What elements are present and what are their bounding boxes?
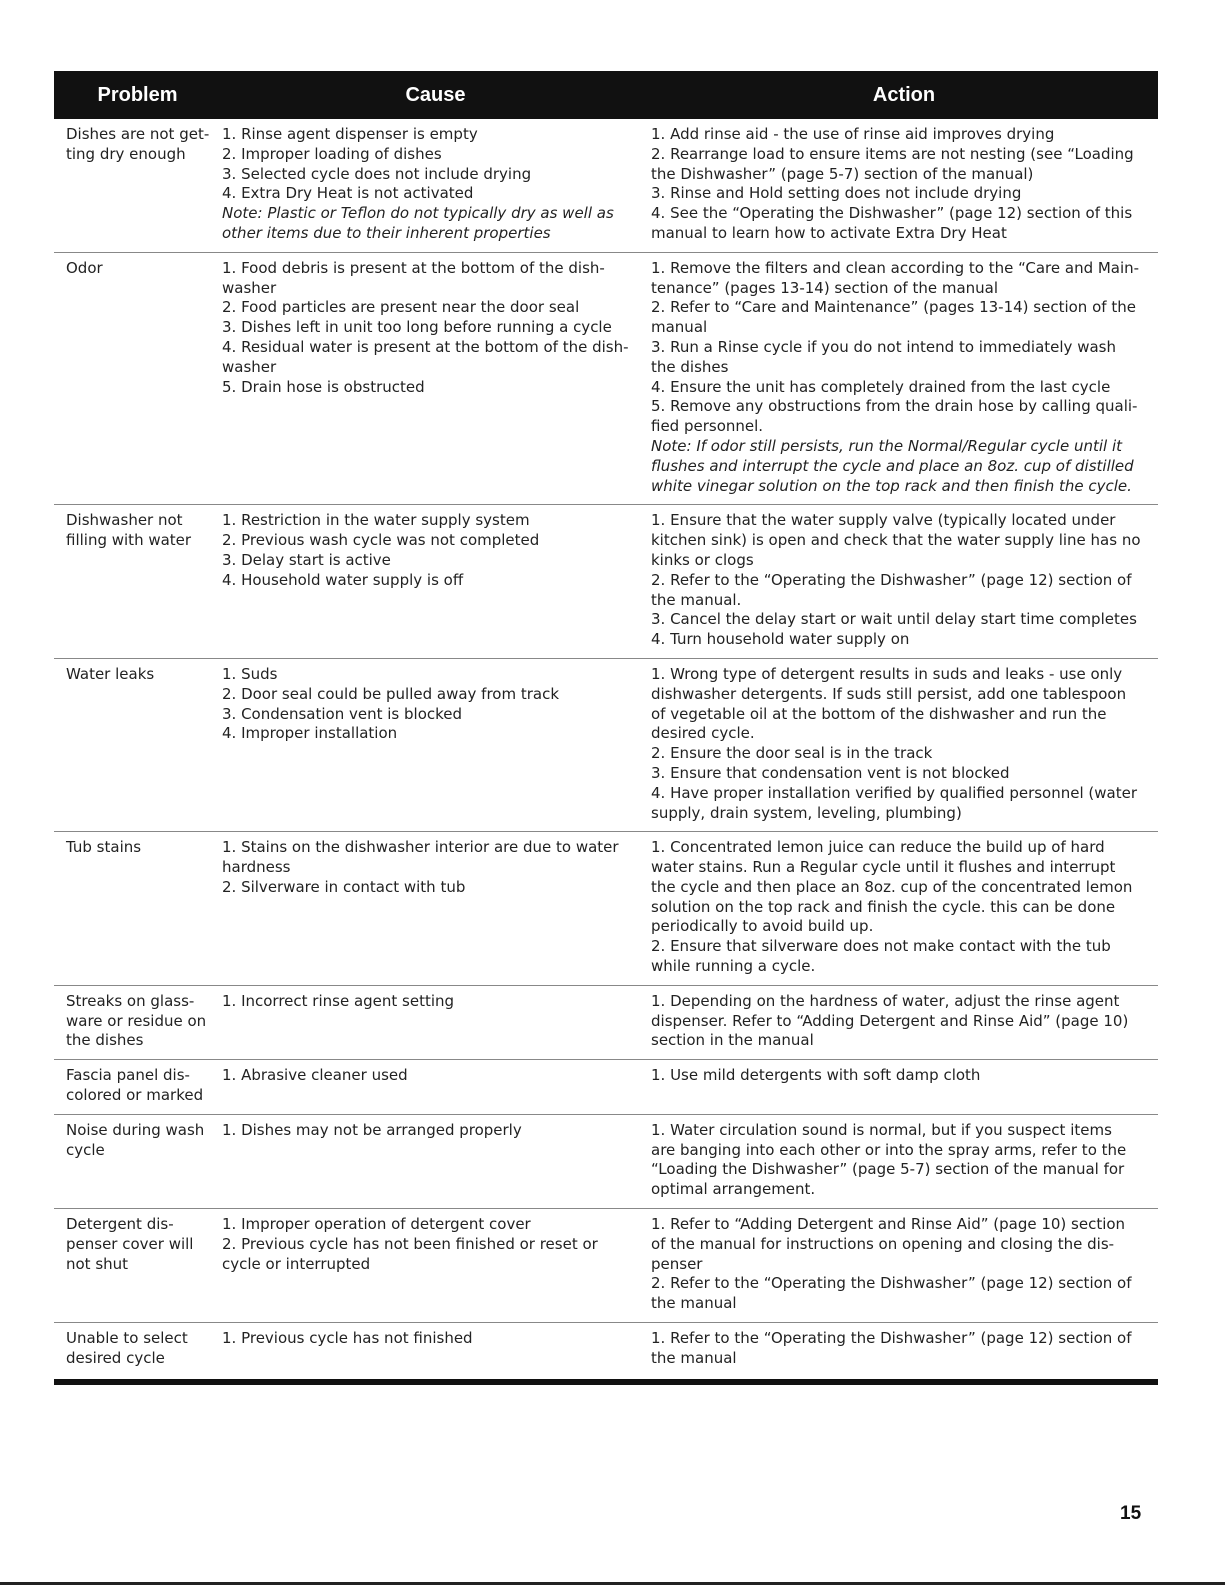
text-line: desired cycle — [66, 1348, 165, 1367]
action-cell — [651, 125, 1158, 244]
text-line: 2. Food particles are present near the door seal — [222, 298, 580, 317]
header-cause: Cause — [405, 83, 466, 106]
cause-cell — [222, 1066, 651, 1106]
action-cell — [651, 511, 1158, 650]
cause-cell — [222, 1329, 651, 1369]
table-row — [54, 1209, 1158, 1323]
table-bottom-rule — [54, 1379, 1158, 1385]
note-line: flushes and interrupt the cycle and place an 8oz. cup of distilled — [651, 456, 1134, 475]
table-row — [54, 832, 1158, 986]
text-line: 4. Ensure the unit has completely drained from the last cycle — [651, 377, 1111, 396]
text-line: Water leaks — [66, 664, 155, 683]
note-line: Note: Plastic or Teflon do not typically dry as well as — [222, 204, 614, 223]
table-row — [54, 1060, 1158, 1115]
text-line: 5. Remove any obstructions from the drain hose by calling quali- — [651, 397, 1138, 416]
action-cell — [651, 1121, 1158, 1200]
text-line: 1. Concentrated lemon juice can reduce the build up of hard — [651, 838, 1105, 857]
text-line: manual to learn how to activate Extra Dry Heat — [651, 223, 1007, 242]
text-line: the cycle and then place an 8oz. cup of the concentrated lemon — [651, 877, 1133, 896]
problem-cell — [54, 125, 222, 244]
text-line: 1. Previous cycle has not finished — [222, 1329, 473, 1348]
text-line: 3. Condensation vent is blocked — [222, 704, 463, 723]
text-line: 3. Selected cycle does not include drying — [222, 164, 532, 183]
note-line: Note: If odor still persists, run the Normal/Regular cycle until it — [651, 436, 1123, 455]
text-line: tenance” (pages 13-14) section of the manual — [651, 278, 999, 297]
troubleshooting-table — [54, 71, 1158, 1377]
table-row — [54, 253, 1158, 506]
note-line: white vinegar solution on the top rack and then finish the cycle. — [651, 476, 1132, 495]
text-line: 1. Rinse agent dispenser is empty — [222, 125, 478, 143]
text-line: of the manual for instructions on opening and closing the dis- — [651, 1234, 1115, 1253]
problem-cell — [54, 1215, 222, 1314]
text-line: penser — [651, 1254, 703, 1273]
problem-cell — [54, 838, 222, 977]
text-line: ting dry enough — [66, 144, 186, 163]
problem-cell — [54, 992, 222, 1051]
text-line: 1. Ensure that the water supply valve (typically located under — [651, 511, 1116, 530]
text-line: washer — [222, 357, 277, 376]
text-line: 2. Previous wash cycle was not completed — [222, 531, 540, 550]
action-cell — [651, 1066, 1158, 1106]
text-line: 2. Previous cycle has not been finished or reset or — [222, 1234, 598, 1253]
text-line: 4. Turn household water supply on — [651, 630, 910, 649]
text-line: “Loading the Dishwasher” (page 5-7) section of the manual for — [651, 1160, 1125, 1179]
text-line: the manual — [651, 1294, 737, 1313]
text-line: Dishes are not get- — [66, 125, 210, 143]
text-line: while running a cycle. — [651, 957, 816, 976]
text-line: kitchen sink) is open and check that the water supply line has no — [651, 531, 1141, 550]
text-line: 5. Drain hose is obstructed — [222, 377, 425, 396]
problem-cell — [54, 665, 222, 823]
text-line: the manual — [651, 1348, 737, 1367]
text-line: 1. Water circulation sound is normal, but if you suspect items — [651, 1120, 1112, 1139]
text-line: Fascia panel dis- — [66, 1066, 190, 1085]
text-line: 4. Residual water is present at the bottom of the dish- — [222, 337, 629, 356]
text-line: the manual. — [651, 590, 742, 609]
text-line: Dishwasher not — [66, 511, 183, 530]
text-line: 1. Stains on the dishwasher interior are due to water — [222, 838, 619, 857]
action-cell — [651, 665, 1158, 823]
text-line: 1. Use mild detergents with soft damp cloth — [651, 1066, 981, 1085]
text-line: kinks or clogs — [651, 550, 754, 569]
text-line: 1. Refer to the “Operating the Dishwasher” (page 12) section of — [651, 1329, 1132, 1348]
text-line: dishwasher detergents. If suds still persist, add one tablespoon — [651, 684, 1127, 703]
action-cell — [651, 259, 1158, 497]
text-line: 3. Run a Rinse cycle if you do not intend to immediately wash — [651, 337, 1116, 356]
text-line: cycle or interrupted — [222, 1254, 371, 1273]
table-row — [54, 1115, 1158, 1209]
text-line: 1. Incorrect rinse agent setting — [222, 991, 455, 1010]
text-line: section in the manual — [651, 1031, 814, 1050]
text-line: Odor — [66, 258, 103, 277]
text-line: 2. Ensure that silverware does not make contact with the tub — [651, 937, 1111, 956]
text-line: optimal arrangement. — [651, 1180, 816, 1199]
text-line: supply, drain system, leveling, plumbing) — [651, 803, 962, 822]
text-line: fied personnel. — [651, 417, 764, 436]
page-number: 15 — [1120, 1503, 1142, 1524]
text-line: filling with water — [66, 531, 192, 550]
cause-cell — [222, 1215, 651, 1314]
problem-cell — [54, 1121, 222, 1200]
table-row — [54, 505, 1158, 659]
text-line: 2. Improper loading of dishes — [222, 144, 442, 163]
text-line: 2. Refer to “Care and Maintenance” (pages 13-14) section of the — [651, 298, 1136, 317]
text-line: 2. Door seal could be pulled away from track — [222, 684, 560, 703]
text-line: 1. Suds — [222, 664, 278, 683]
text-line: 4. Improper installation — [222, 724, 398, 743]
text-line: Tub stains — [66, 838, 142, 857]
table-row — [54, 659, 1158, 832]
text-line: 3. Ensure that condensation vent is not blocked — [651, 763, 1010, 782]
problem-cell — [54, 511, 222, 650]
text-line: periodically to avoid build up. — [651, 917, 874, 936]
text-line: 2. Refer to the “Operating the Dishwasher” (page 12) section of — [651, 1274, 1132, 1293]
header-problem: Problem — [97, 83, 178, 106]
text-line: 1. Refer to “Adding Detergent and Rinse Aid” (page 10) section — [651, 1215, 1126, 1234]
text-line: 4. See the “Operating the Dishwasher” (page 12) section of this — [651, 204, 1133, 223]
problem-cell — [54, 1329, 222, 1369]
text-line: 3. Rinse and Hold setting does not include drying — [651, 184, 1022, 203]
text-line: 3. Dishes left in unit too long before running a cycle — [222, 318, 612, 337]
cause-cell — [222, 259, 651, 497]
text-line: 3. Delay start is active — [222, 550, 391, 569]
text-line: 1. Abrasive cleaner used — [222, 1066, 408, 1085]
action-cell — [651, 1329, 1158, 1369]
text-line: manual — [651, 318, 708, 337]
text-line: 1. Add rinse aid - the use of rinse aid improves drying — [651, 125, 1055, 143]
text-line: 4. Have proper installation verified by qualified personnel (water — [651, 783, 1138, 802]
cause-cell — [222, 838, 651, 977]
text-line: are banging into each other or into the spray arms, refer to the — [651, 1140, 1127, 1159]
text-line: solution on the top rack and finish the cycle. this can be done — [651, 897, 1116, 916]
text-line: desired cycle. — [651, 724, 755, 743]
text-line: 1. Remove the filters and clean according to the “Care and Main- — [651, 258, 1140, 277]
text-line: the dishes — [66, 1031, 144, 1050]
text-line: 4. Extra Dry Heat is not activated — [222, 184, 474, 203]
text-line: ware or residue on — [66, 1011, 207, 1030]
text-line: 2. Silverware in contact with tub — [222, 877, 466, 896]
text-line: not shut — [66, 1254, 129, 1273]
table-row — [54, 986, 1158, 1060]
table-body — [54, 119, 1158, 1377]
text-line: 1. Dishes may not be arranged properly — [222, 1120, 522, 1139]
cause-cell — [222, 992, 651, 1051]
text-line: 1. Wrong type of detergent results in suds and leaks - use only — [651, 664, 1123, 683]
table-row — [54, 119, 1158, 253]
text-line: penser cover will — [66, 1234, 194, 1253]
text-line: Noise during wash — [66, 1120, 205, 1139]
table-row — [54, 1323, 1158, 1377]
text-line: the Dishwasher” (page 5-7) section of the manual) — [651, 164, 1034, 183]
cause-cell — [222, 665, 651, 823]
text-line: 4. Household water supply is off — [222, 570, 464, 589]
text-line: Streaks on glass- — [66, 991, 195, 1010]
table-header — [54, 71, 1158, 119]
text-line: cycle — [66, 1140, 105, 1159]
text-line: the dishes — [651, 357, 729, 376]
text-line: 1. Depending on the hardness of water, adjust the rinse agent — [651, 991, 1120, 1010]
note-line: other items due to their inherent properties — [222, 223, 551, 242]
problem-cell — [54, 259, 222, 497]
text-line: dispenser. Refer to “Adding Detergent and Rinse Aid” (page 10) — [651, 1011, 1129, 1030]
cause-cell — [222, 1121, 651, 1200]
text-line: 1. Improper operation of detergent cover — [222, 1215, 531, 1234]
text-line: colored or marked — [66, 1086, 204, 1105]
text-line: washer — [222, 278, 277, 297]
text-line: 1. Restriction in the water supply system — [222, 511, 530, 530]
text-line: 2. Rearrange load to ensure items are not nesting (see “Loading — [651, 144, 1134, 163]
header-action: Action — [872, 83, 936, 106]
action-cell — [651, 992, 1158, 1051]
problem-cell — [54, 1066, 222, 1106]
text-line: water stains. Run a Regular cycle until it flushes and interrupt — [651, 858, 1116, 877]
action-cell — [651, 1215, 1158, 1314]
text-line: 3. Cancel the delay start or wait until delay start time completes — [651, 610, 1137, 629]
action-cell — [651, 838, 1158, 977]
text-line: hardness — [222, 858, 291, 877]
cause-cell — [222, 511, 651, 650]
text-line: Unable to select — [66, 1329, 188, 1348]
text-line: Detergent dis- — [66, 1215, 174, 1234]
cause-cell — [222, 125, 651, 244]
text-line: of vegetable oil at the bottom of the dishwasher and run the — [651, 704, 1107, 723]
text-line: 1. Food debris is present at the bottom of the dish- — [222, 258, 605, 277]
text-line: 2. Refer to the “Operating the Dishwasher” (page 12) section of — [651, 570, 1132, 589]
text-line: 2. Ensure the door seal is in the track — [651, 744, 933, 763]
